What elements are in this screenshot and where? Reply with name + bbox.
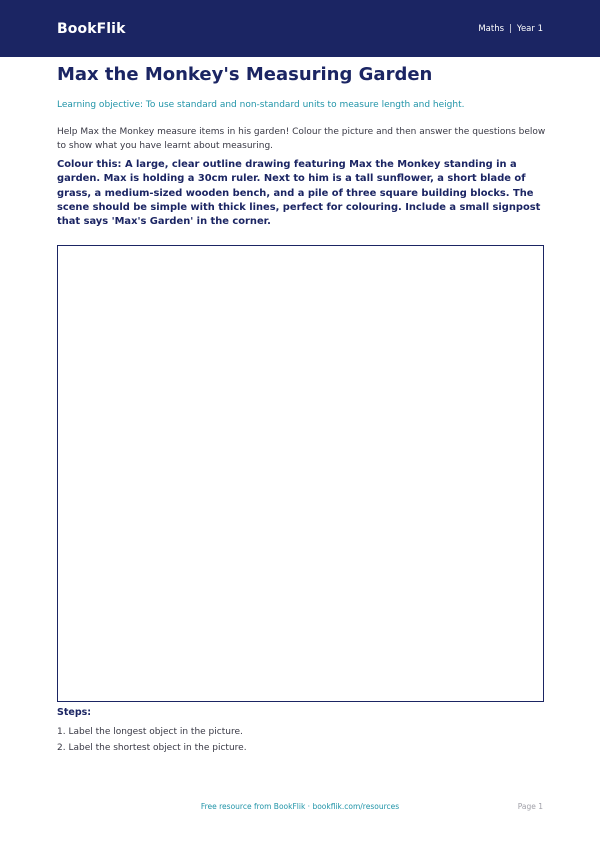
steps-list: [57, 725, 247, 757]
brand-logo[interactable]: BookFlik: [57, 20, 126, 37]
subject-label: Maths: [478, 23, 505, 34]
learning-objective: Learning objective: To use standard and non-standard units to measure length and height.: [57, 100, 465, 110]
header-bar: [0, 0, 600, 57]
colour-prompt: Colour this: A large, clear outline drawing featuring Max the Monkey standing in a garden. Max is holding a 30cm ruler. Next to him is a tall sunflower, a short blade of grass, a medium-sized wooden bench, and a pile of three square building blocks. The scene should be simple with thick lines, perfect for colouring. Include a small signpost that says 'Max's Garden' in the corner.: [57, 159, 541, 228]
subject-info: [478, 24, 543, 34]
page-number: Page 1: [517, 802, 543, 811]
colouring-area[interactable]: [57, 245, 544, 702]
step-item: 1. Label the longest object in the picture.: [57, 727, 243, 737]
step-item: 2. Label the shortest object in the picture.: [57, 743, 247, 753]
page-title: Max the Monkey's Measuring Garden: [57, 64, 433, 85]
steps-heading: Steps:: [57, 707, 92, 718]
intro-text: Help Max the Monkey measure items in his garden! Colour the picture and then answer the questions below to show what you have learnt about measuring.: [57, 127, 546, 151]
footer-credit[interactable]: Free resource from BookFlik · bookflik.com/resources: [200, 802, 400, 811]
year-label: Year 1: [516, 23, 543, 34]
subject-separator: |: [509, 23, 512, 34]
